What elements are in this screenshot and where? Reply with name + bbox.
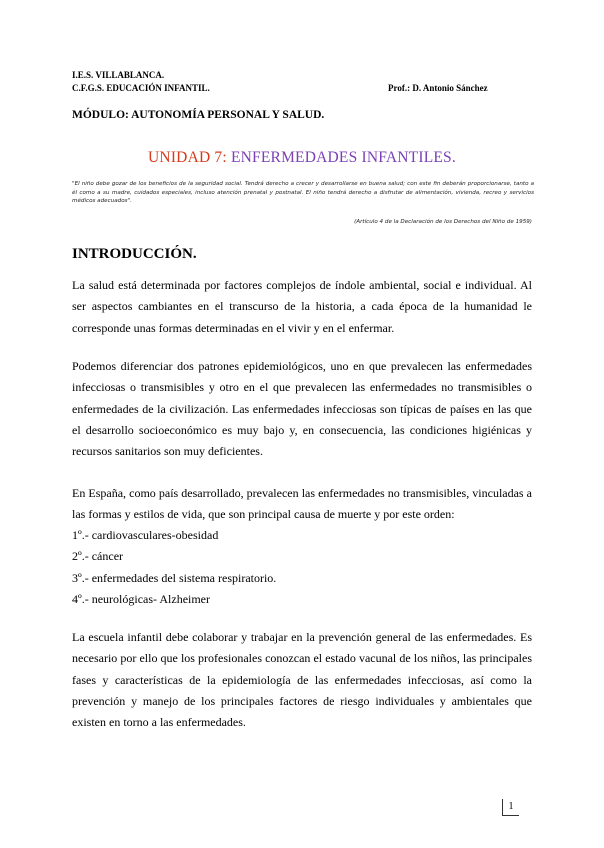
list-item: 2º.- cáncer xyxy=(72,549,124,564)
epigraph-source: (Artículo 4 de la Declaración de los Derechos del Niño de 1959) xyxy=(354,219,532,225)
module-title: MÓDULO: AUTONOMÍA PERSONAL Y SALUD. xyxy=(72,109,325,121)
list-item: 4º.- neurológicas- Alzheimer xyxy=(72,591,211,606)
unit-name: ENFERMEDADES INFANTILES. xyxy=(230,149,456,166)
school-name: I.E.S. VILLABLANCA. xyxy=(72,70,165,80)
paragraph-2: Podemos diferenciar dos patrones epidemiológicos, uno en que prevalecen las enfermedades infecciosas o transmisibles y otro en el que prevalecen las enfermedades no transmisibles o enfermedades de la civilización. Las enfermedades infecciosas son típicas de países en las que el desarrollo socioeconómico es muy bajo y, en consecuencia, las condiciones higiénicas y recursos sanitarios son muy deficientes. xyxy=(72,359,532,459)
unit-title xyxy=(0,149,604,167)
unit-label: UNIDAD 7: xyxy=(148,149,227,166)
page-number: 1 xyxy=(502,799,519,816)
course-name: C.F.G.S. EDUCACIÓN INFANTIL. xyxy=(72,83,210,93)
epigraph-quote: "El niño debe gozar de los beneficios de la seguridad social. Tendrá derecho a crecer y desarrollarse en buena salud; con este fin deberán proporcionarse, tanto a él como a su madre, cuidados especiales, incluso atención prenatal y postnatal. El niño tendrá derecho a disfrutar de alimentación, vivienda, recreo y servicios médicos adecuados". xyxy=(72,181,534,205)
paragraph-3: En España, como país desarrollado, prevalecen las enfermedades no transmisibles, vinculadas a las formas y estilos de vida, que son principal causa de muerte y por este orden: xyxy=(72,486,532,522)
list-item: 1º.- cardiovasculares-obesidad xyxy=(72,528,219,542)
causes-list xyxy=(72,525,276,610)
paragraph-1: La salud está determinada por factores complejos de índole ambiental, social e individual. Al ser aspectos cambiantes en el transcurso de la historia, a cada época de la humanidad le corresponde unas formas determinadas en el vivir y en el enfermar. xyxy=(72,278,532,335)
teacher-name: Prof.: D. Antonio Sánchez xyxy=(388,83,488,93)
paragraph-4: La escuela infantil debe colaborar y trabajar en la prevención general de las enfermedades. Es necesario por ello que los profesionales conozcan el estado vacunal de los niños, las principales fases y características de la epidemiología de las enfermedades infecciosas, así como la prevención y manejo de los principales factores de riesgo individuales y ambientales que existen en torno a las enfermedades. xyxy=(72,630,532,730)
section-heading: INTRODUCCIÓN. xyxy=(72,246,197,262)
list-item: 3º.- enfermedades del sistema respiratorio. xyxy=(72,570,277,585)
